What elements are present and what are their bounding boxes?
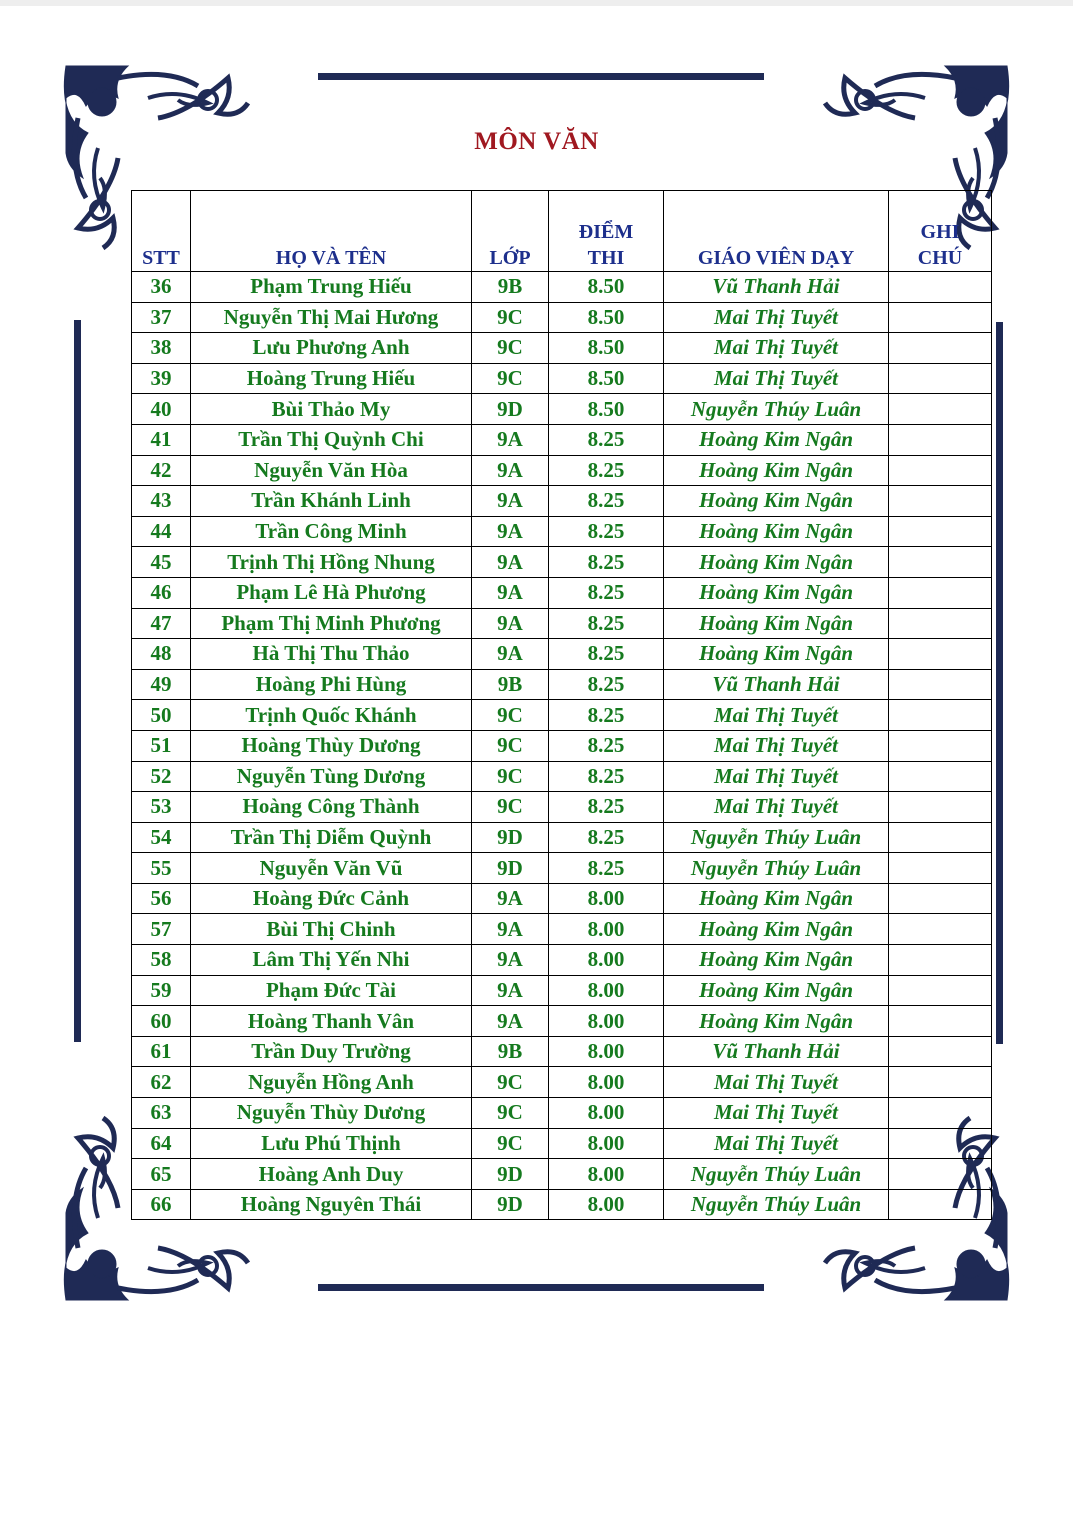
cell-teacher: Mai Thị Tuyết — [664, 1067, 889, 1098]
cell-score: 8.00 — [549, 914, 664, 945]
cell-stt: 44 — [132, 516, 191, 547]
cell-name: Hoàng Công Thành — [191, 792, 472, 823]
cell-score: 8.00 — [549, 1036, 664, 1067]
cell-note — [889, 945, 992, 976]
table-row — [132, 608, 992, 639]
cell-class: 9A — [472, 516, 549, 547]
cell-stt: 42 — [132, 455, 191, 486]
cell-score: 8.00 — [549, 975, 664, 1006]
cell-note — [889, 761, 992, 792]
table-row — [132, 547, 992, 578]
cell-score: 8.25 — [549, 792, 664, 823]
cell-class: 9A — [472, 486, 549, 517]
cell-score: 8.00 — [549, 1006, 664, 1037]
cell-score: 8.25 — [549, 669, 664, 700]
cell-note — [889, 1128, 992, 1159]
cell-teacher: Hoàng Kim Ngân — [664, 516, 889, 547]
cell-stt: 58 — [132, 945, 191, 976]
cell-score: 8.50 — [549, 333, 664, 364]
cell-teacher: Mai Thị Tuyết — [664, 1128, 889, 1159]
cell-score: 8.25 — [549, 853, 664, 884]
cell-name: Phạm Lê Hà Phương — [191, 577, 472, 608]
cell-class: 9A — [472, 577, 549, 608]
cell-name: Nguyễn Tùng Dương — [191, 761, 472, 792]
table-row — [132, 730, 992, 761]
cell-score: 8.25 — [549, 730, 664, 761]
table-row — [132, 669, 992, 700]
table-row — [132, 1128, 992, 1159]
cell-class: 9B — [472, 1036, 549, 1067]
cell-stt: 47 — [132, 608, 191, 639]
cell-stt: 65 — [132, 1159, 191, 1190]
cell-stt: 62 — [132, 1067, 191, 1098]
table-row — [132, 853, 992, 884]
cell-name: Trần Công Minh — [191, 516, 472, 547]
cell-note — [889, 669, 992, 700]
cell-stt: 56 — [132, 883, 191, 914]
cell-score: 8.00 — [549, 1128, 664, 1159]
header-score — [549, 191, 664, 272]
cell-score: 8.50 — [549, 272, 664, 303]
cell-score: 8.00 — [549, 1067, 664, 1098]
table-row — [132, 945, 992, 976]
cell-score: 8.25 — [549, 822, 664, 853]
cell-stt: 49 — [132, 669, 191, 700]
cell-name: Nguyễn Văn Hòa — [191, 455, 472, 486]
cell-teacher: Nguyễn Thúy Luân — [664, 822, 889, 853]
cell-score: 8.25 — [549, 547, 664, 578]
cell-teacher: Nguyễn Thúy Luân — [664, 1189, 889, 1220]
cell-note — [889, 975, 992, 1006]
cell-class: 9C — [472, 761, 549, 792]
cell-teacher: Hoàng Kim Ngân — [664, 639, 889, 670]
table-row — [132, 639, 992, 670]
cell-teacher: Hoàng Kim Ngân — [664, 883, 889, 914]
cell-note — [889, 822, 992, 853]
cell-class: 9A — [472, 975, 549, 1006]
cell-class: 9D — [472, 1159, 549, 1190]
cell-note — [889, 700, 992, 731]
cell-note — [889, 1098, 992, 1129]
table-row — [132, 700, 992, 731]
cell-name: Bùi Thảo My — [191, 394, 472, 425]
cell-note — [889, 1067, 992, 1098]
cell-name: Trần Thị Diễm Quỳnh — [191, 822, 472, 853]
cell-name: Nguyễn Văn Vũ — [191, 853, 472, 884]
cell-teacher: Hoàng Kim Ngân — [664, 608, 889, 639]
table-row — [132, 761, 992, 792]
cell-class: 9C — [472, 730, 549, 761]
cell-stt: 37 — [132, 302, 191, 333]
cell-stt: 59 — [132, 975, 191, 1006]
table-body — [132, 272, 992, 1220]
cell-note — [889, 455, 992, 486]
cell-class: 9A — [472, 1006, 549, 1037]
cell-teacher: Hoàng Kim Ngân — [664, 914, 889, 945]
cell-teacher: Hoàng Kim Ngân — [664, 945, 889, 976]
cell-note — [889, 853, 992, 884]
table-header-row — [132, 191, 992, 272]
table-row — [132, 394, 992, 425]
table-row — [132, 1067, 992, 1098]
cell-teacher: Hoàng Kim Ngân — [664, 577, 889, 608]
cell-class: 9C — [472, 302, 549, 333]
cell-class: 9D — [472, 822, 549, 853]
cell-stt: 53 — [132, 792, 191, 823]
frame-line-bottom — [318, 1284, 764, 1291]
cell-score: 8.25 — [549, 639, 664, 670]
cell-teacher: Mai Thị Tuyết — [664, 761, 889, 792]
table-row — [132, 975, 992, 1006]
cell-score: 8.50 — [549, 394, 664, 425]
page-title: MÔN VĂN — [474, 128, 599, 155]
cell-name: Lưu Phương Anh — [191, 333, 472, 364]
cell-name: Hoàng Nguyên Thái — [191, 1189, 472, 1220]
cell-teacher: Vũ Thanh Hải — [664, 1036, 889, 1067]
cell-class: 9D — [472, 394, 549, 425]
cell-score: 8.00 — [549, 1189, 664, 1220]
cell-teacher: Mai Thị Tuyết — [664, 792, 889, 823]
cell-note — [889, 883, 992, 914]
cell-teacher: Nguyễn Thúy Luân — [664, 853, 889, 884]
cell-name: Nguyễn Hồng Anh — [191, 1067, 472, 1098]
cell-note — [889, 792, 992, 823]
cell-teacher: Mai Thị Tuyết — [664, 700, 889, 731]
cell-note — [889, 547, 992, 578]
cell-score: 8.50 — [549, 363, 664, 394]
cell-name: Hà Thị Thu Thảo — [191, 639, 472, 670]
cell-class: 9D — [472, 853, 549, 884]
cell-teacher: Hoàng Kim Ngân — [664, 424, 889, 455]
cell-stt: 55 — [132, 853, 191, 884]
table-row — [132, 333, 992, 364]
cell-score: 8.25 — [549, 486, 664, 517]
cell-class: 9A — [472, 945, 549, 976]
cell-name: Trịnh Thị Hồng Nhung — [191, 547, 472, 578]
table-row — [132, 516, 992, 547]
table-row — [132, 272, 992, 303]
cell-stt: 66 — [132, 1189, 191, 1220]
cell-score: 8.25 — [549, 761, 664, 792]
cell-score: 8.00 — [549, 945, 664, 976]
header-note-line2: CHÚ — [917, 247, 963, 269]
cell-note — [889, 486, 992, 517]
table-row — [132, 792, 992, 823]
table-row — [132, 455, 992, 486]
cell-stt: 61 — [132, 1036, 191, 1067]
table-row — [132, 1189, 992, 1220]
cell-name: Phạm Đức Tài — [191, 975, 472, 1006]
cell-name: Trần Thị Quỳnh Chi — [191, 424, 472, 455]
cell-score: 8.25 — [549, 700, 664, 731]
frame-line-top — [318, 73, 764, 80]
cell-note — [889, 516, 992, 547]
cell-name: Hoàng Phi Hùng — [191, 669, 472, 700]
cell-teacher: Hoàng Kim Ngân — [664, 975, 889, 1006]
cell-name: Hoàng Thanh Vân — [191, 1006, 472, 1037]
cell-stt: 50 — [132, 700, 191, 731]
cell-name: Trần Duy Trường — [191, 1036, 472, 1067]
header-score-line2: THI — [587, 247, 625, 269]
cell-score: 8.25 — [549, 608, 664, 639]
table-row — [132, 1036, 992, 1067]
cell-note — [889, 363, 992, 394]
cell-stt: 43 — [132, 486, 191, 517]
cell-teacher: Nguyễn Thúy Luân — [664, 1159, 889, 1190]
cell-stt: 52 — [132, 761, 191, 792]
cell-class: 9C — [472, 1067, 549, 1098]
cell-note — [889, 394, 992, 425]
cell-note — [889, 424, 992, 455]
cell-stt: 54 — [132, 822, 191, 853]
table-row — [132, 486, 992, 517]
cell-stt: 48 — [132, 639, 191, 670]
cell-stt: 51 — [132, 730, 191, 761]
cell-stt: 45 — [132, 547, 191, 578]
table-row — [132, 1098, 992, 1129]
cell-teacher: Mai Thị Tuyết — [664, 333, 889, 364]
header-teacher: GIÁO VIÊN DẠY — [664, 191, 889, 272]
score-table — [131, 190, 992, 1220]
table-row — [132, 577, 992, 608]
cell-note — [889, 272, 992, 303]
header-note-line1: GHI — [920, 221, 960, 243]
cell-class: 9B — [472, 669, 549, 700]
cell-teacher: Vũ Thanh Hải — [664, 272, 889, 303]
cell-stt: 36 — [132, 272, 191, 303]
cell-note — [889, 1189, 992, 1220]
cell-name: Nguyễn Thị Mai Hương — [191, 302, 472, 333]
cell-note — [889, 730, 992, 761]
cell-class: 9D — [472, 1189, 549, 1220]
cell-score: 8.00 — [549, 883, 664, 914]
cell-class: 9C — [472, 1128, 549, 1159]
cell-note — [889, 1159, 992, 1190]
cell-score: 8.00 — [549, 1098, 664, 1129]
cell-teacher: Vũ Thanh Hải — [664, 669, 889, 700]
cell-name: Lâm Thị Yến Nhi — [191, 945, 472, 976]
cell-class: 9A — [472, 883, 549, 914]
cell-score: 8.25 — [549, 455, 664, 486]
top-strip — [0, 0, 1073, 6]
cell-note — [889, 333, 992, 364]
cell-score: 8.25 — [549, 577, 664, 608]
cell-name: Hoàng Trung Hiếu — [191, 363, 472, 394]
cell-score: 8.00 — [549, 1159, 664, 1190]
cell-stt: 64 — [132, 1128, 191, 1159]
cell-class: 9C — [472, 333, 549, 364]
cell-stt: 60 — [132, 1006, 191, 1037]
table-row — [132, 1006, 992, 1037]
cell-note — [889, 1036, 992, 1067]
cell-class: 9B — [472, 272, 549, 303]
cell-name: Phạm Trung Hiếu — [191, 272, 472, 303]
cell-score: 8.25 — [549, 516, 664, 547]
cell-score: 8.25 — [549, 424, 664, 455]
frame-line-left — [74, 320, 81, 1042]
cell-score: 8.50 — [549, 302, 664, 333]
cell-stt: 41 — [132, 424, 191, 455]
cell-note — [889, 608, 992, 639]
cell-name: Trịnh Quốc Khánh — [191, 700, 472, 731]
cell-note — [889, 639, 992, 670]
table-row — [132, 424, 992, 455]
cell-class: 9A — [472, 608, 549, 639]
header-stt: STT — [132, 191, 191, 272]
cell-teacher: Hoàng Kim Ngân — [664, 547, 889, 578]
cell-name: Nguyễn Thùy Dương — [191, 1098, 472, 1129]
cell-class: 9A — [472, 455, 549, 486]
cell-note — [889, 302, 992, 333]
cell-note — [889, 914, 992, 945]
table-row — [132, 822, 992, 853]
cell-class: 9C — [472, 792, 549, 823]
cell-teacher: Hoàng Kim Ngân — [664, 1006, 889, 1037]
header-note — [889, 191, 992, 272]
cell-stt: 57 — [132, 914, 191, 945]
cell-name: Hoàng Đức Cảnh — [191, 883, 472, 914]
cell-stt: 40 — [132, 394, 191, 425]
cell-class: 9C — [472, 700, 549, 731]
cell-note — [889, 577, 992, 608]
cell-name: Hoàng Thùy Dương — [191, 730, 472, 761]
table-row — [132, 883, 992, 914]
cell-teacher: Mai Thị Tuyết — [664, 730, 889, 761]
cell-teacher: Hoàng Kim Ngân — [664, 455, 889, 486]
cell-name: Bùi Thị Chinh — [191, 914, 472, 945]
cell-name: Lưu Phú Thịnh — [191, 1128, 472, 1159]
cell-name: Hoàng Anh Duy — [191, 1159, 472, 1190]
cell-stt: 63 — [132, 1098, 191, 1129]
cell-name: Phạm Thị Minh Phương — [191, 608, 472, 639]
cell-teacher: Hoàng Kim Ngân — [664, 486, 889, 517]
cell-class: 9C — [472, 1098, 549, 1129]
cell-stt: 46 — [132, 577, 191, 608]
cell-class: 9A — [472, 639, 549, 670]
cell-teacher: Nguyễn Thúy Luân — [664, 394, 889, 425]
table-row — [132, 914, 992, 945]
cell-stt: 39 — [132, 363, 191, 394]
cell-teacher: Mai Thị Tuyết — [664, 302, 889, 333]
header-class: LỚP — [472, 191, 549, 272]
cell-class: 9A — [472, 547, 549, 578]
cell-name: Trần Khánh Linh — [191, 486, 472, 517]
table-row — [132, 1159, 992, 1190]
header-score-line1: ĐIỂM — [578, 221, 634, 243]
table-row — [132, 363, 992, 394]
cell-teacher: Mai Thị Tuyết — [664, 1098, 889, 1129]
cell-stt: 38 — [132, 333, 191, 364]
cell-teacher: Mai Thị Tuyết — [664, 363, 889, 394]
cell-class: 9A — [472, 914, 549, 945]
cell-note — [889, 1006, 992, 1037]
cell-class: 9C — [472, 363, 549, 394]
table-row — [132, 302, 992, 333]
header-name: HỌ VÀ TÊN — [191, 191, 472, 272]
cell-class: 9A — [472, 424, 549, 455]
frame-line-right — [996, 322, 1003, 1044]
